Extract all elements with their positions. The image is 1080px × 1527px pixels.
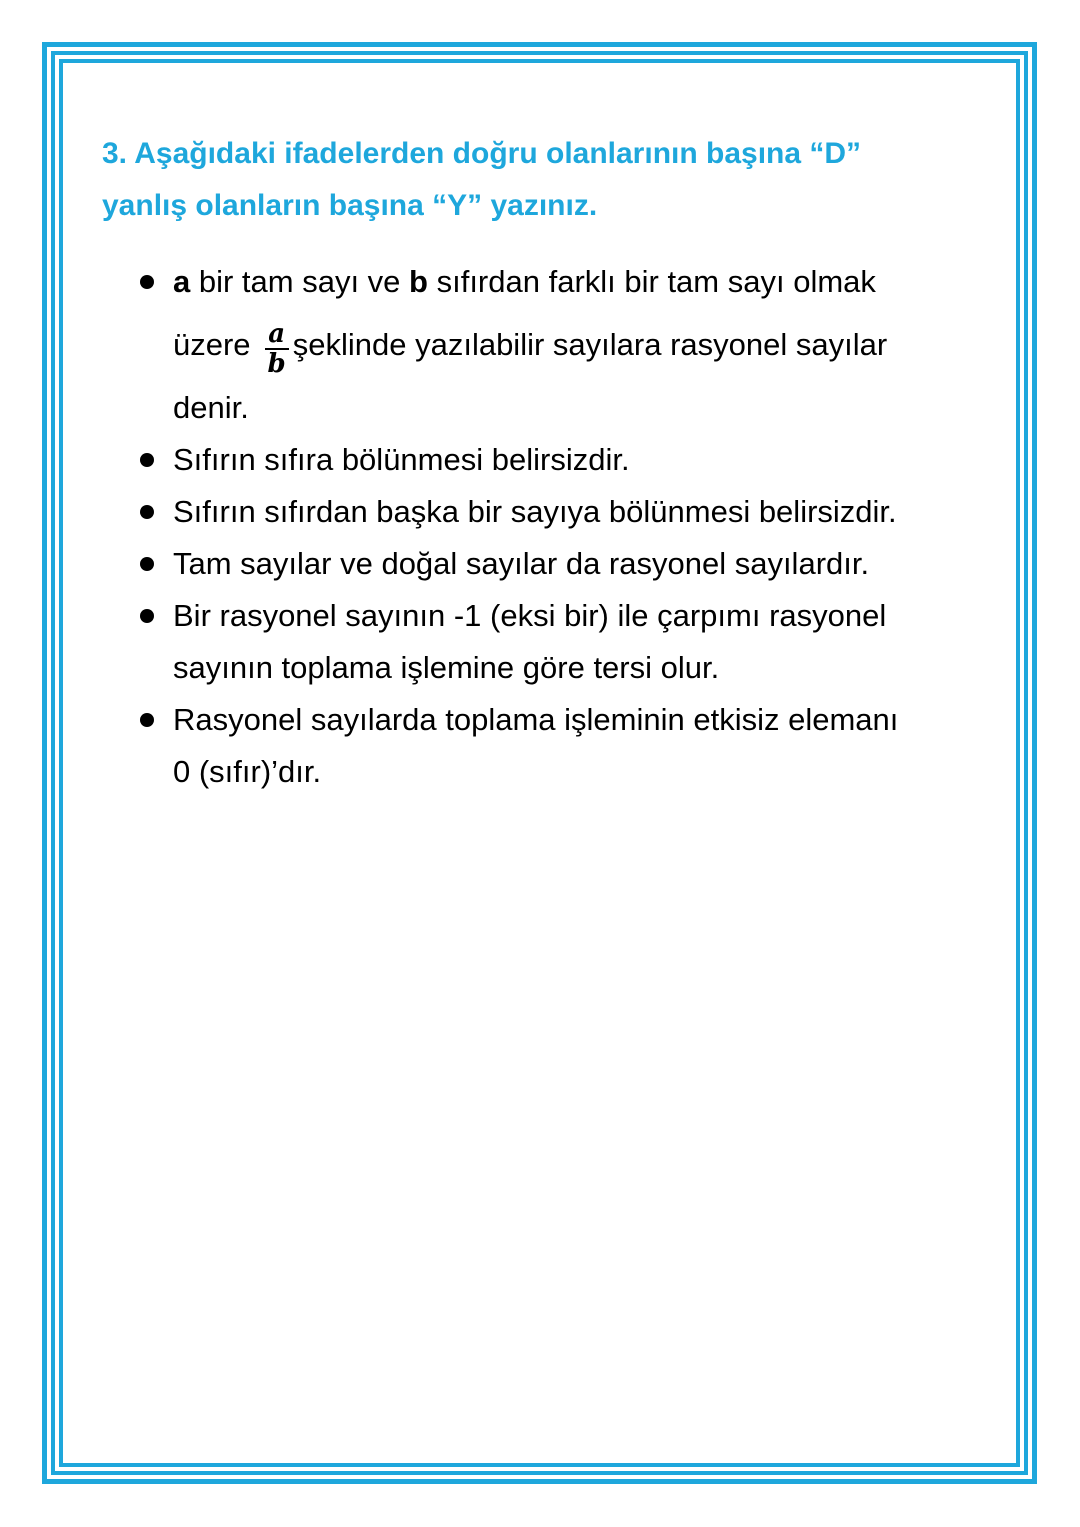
statement-list	[102, 256, 962, 798]
bullet-icon	[140, 609, 154, 623]
variable-b: b	[409, 264, 428, 299]
statement-1	[102, 256, 962, 434]
variable-a: a	[173, 264, 191, 299]
fraction-denominator: b	[267, 348, 286, 379]
question-line-1: 3. Aşağıdaki ifadelerden doğru olanlarının başına “D”	[102, 137, 862, 170]
statement-5-line-1: Bir rasyonel sayının -1 (eksi bir) ile çarpımı rasyonel	[173, 598, 887, 633]
statement-3-text: Sıfırın sıfırdan başka bir sayıya bölünmesi belirsizdir.	[173, 494, 897, 529]
bullet-icon	[140, 713, 154, 727]
bullet-icon	[140, 505, 154, 519]
fraction-a-over-b	[265, 320, 289, 378]
bullet-icon	[140, 453, 154, 467]
statement-6-line-1: Rasyonel sayılarda toplama işleminin etkisiz elemanı	[173, 702, 899, 737]
statement-1-text-b: sıfırdan farklı bir tam sayı olmak	[427, 264, 876, 299]
statement-3	[102, 486, 962, 538]
bullet-icon	[140, 557, 154, 571]
fraction-numerator: a	[265, 320, 289, 350]
statement-1-text-d: şeklinde yazılabilir sayılara rasyonel sayılar	[292, 327, 888, 362]
question-heading	[102, 128, 962, 232]
statement-6-line-2: 0 (sıfır)’dır.	[173, 754, 322, 789]
statement-2-text: Sıfırın sıfıra bölünmesi belirsizdir.	[173, 442, 630, 477]
statement-4	[102, 538, 962, 590]
bullet-icon	[140, 275, 154, 289]
statement-1-text-a: bir tam sayı ve	[190, 264, 410, 299]
statement-1-text-c: üzere	[173, 327, 251, 362]
worksheet-content	[102, 128, 962, 798]
statement-4-text: Tam sayılar ve doğal sayılar da rasyonel sayılardır.	[173, 546, 870, 581]
question-line-2: yanlış olanların başına “Y” yazınız.	[102, 189, 598, 222]
statement-2	[102, 434, 962, 486]
statement-1-text-e: denir.	[173, 390, 249, 425]
statement-5	[102, 590, 962, 694]
statement-6	[102, 694, 962, 798]
statement-5-line-2: sayının toplama işlemine göre tersi olur.	[173, 650, 720, 685]
